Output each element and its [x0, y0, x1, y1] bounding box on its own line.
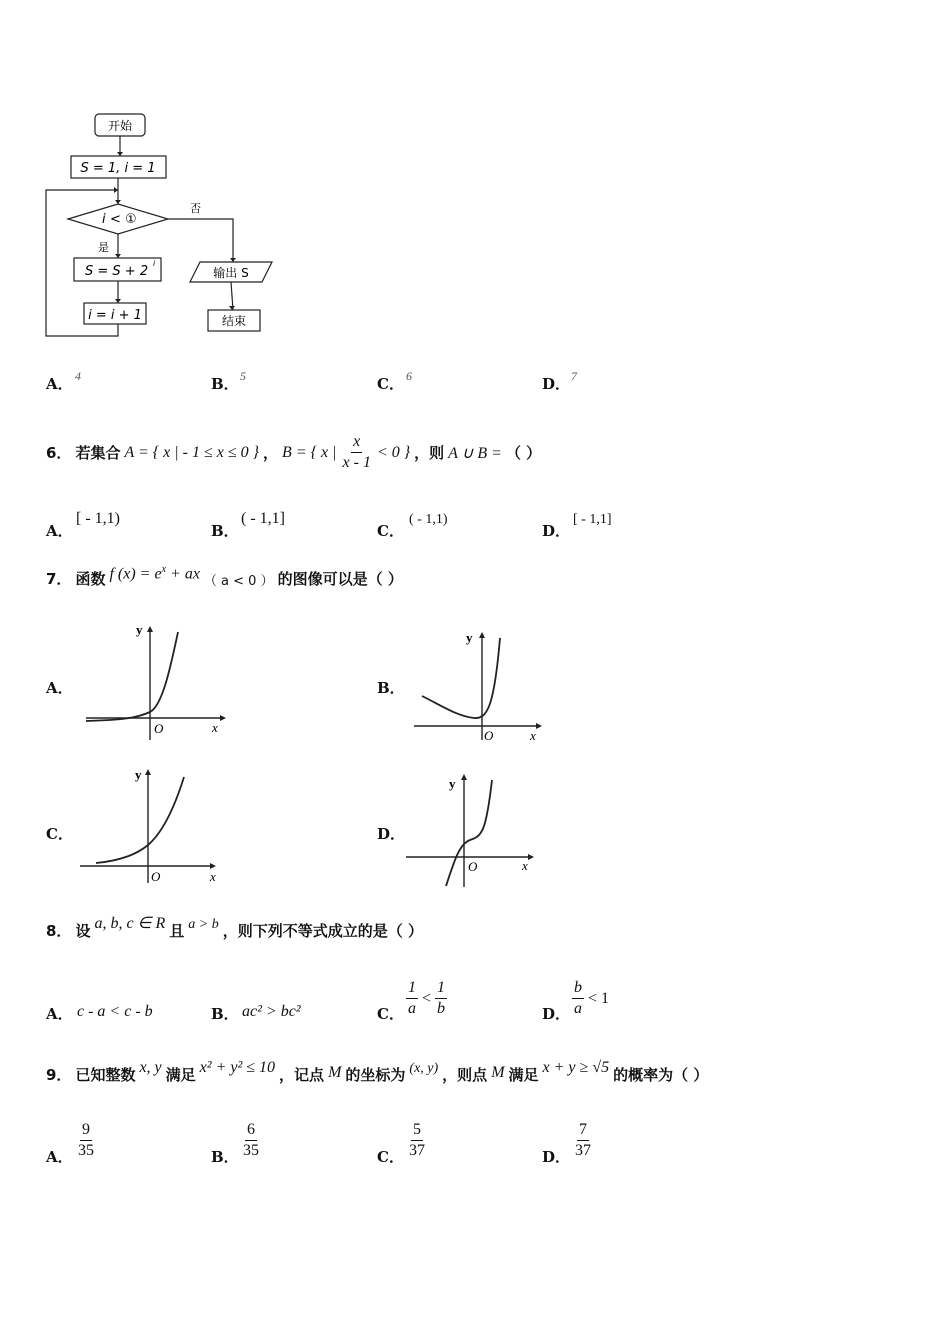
q5-option-d-value: 7	[571, 369, 577, 383]
q8-option-a-label: A．	[46, 1005, 73, 1023]
q7-d-y-label: y	[449, 776, 456, 791]
q8-suffix: ，则下列不等式成立的是（ ）	[222, 922, 423, 940]
q9-option-b-value	[241, 1120, 261, 1161]
q8-option-b-value: ac² > bc²	[242, 1003, 301, 1020]
q8-c-num-2: 1	[435, 978, 447, 999]
q9-d-den: 37	[575, 1142, 591, 1159]
q6-option-a-label: A．	[46, 522, 73, 540]
q9-stem	[46, 1059, 709, 1085]
q6-option-c-label: C．	[377, 522, 404, 540]
q9-p6: 满足	[508, 1066, 539, 1084]
q7-d-origin: O	[468, 859, 478, 874]
q7-option-d-label: D．	[377, 825, 406, 843]
q5-option-b-value: 5	[240, 369, 246, 383]
q9-coord: (x, y)	[409, 1061, 439, 1076]
flowchart-end-text: 结束	[221, 314, 247, 328]
q6-stem	[46, 432, 541, 473]
q5-option-c-label: C．	[377, 375, 404, 393]
q7-c-x-label: x	[210, 869, 216, 884]
q8-option-d-value	[572, 978, 609, 1019]
q5-option-b-label: B．	[211, 375, 239, 393]
q9-xy: x, y	[139, 1059, 162, 1076]
q9-option-d-value	[573, 1120, 593, 1161]
q7-prefix: 函数	[75, 570, 106, 588]
flowchart-update-s-sup: i	[153, 259, 156, 268]
q9-ineq: x² + y² ≤ 10	[199, 1059, 276, 1076]
q7-func-tail: + ax	[170, 565, 200, 582]
q7-graph-b	[412, 628, 547, 746]
q9-p1: 已知整数	[75, 1066, 136, 1084]
q5-option-a-value: 4	[75, 369, 81, 383]
q8-option-c-value	[406, 978, 447, 1019]
q9-option-a-label: A．	[46, 1148, 73, 1166]
flowchart-cond-var: i	[102, 212, 106, 227]
flowchart-init-text: S = 1, i = 1	[80, 161, 156, 176]
q6-number: 6．	[46, 444, 72, 462]
q8-and: 且	[169, 922, 185, 940]
q6-option-a-value: [ - 1,1)	[76, 510, 120, 527]
q9-b-den: 35	[243, 1142, 259, 1159]
q7-cond: （ a < 0 ）	[203, 574, 274, 589]
q6-comma: ，	[263, 444, 279, 462]
q6-set-b-right: < 0 }	[376, 443, 411, 461]
q5-option-d-label: D．	[542, 375, 571, 393]
q9-option-c-label: C．	[377, 1148, 404, 1166]
q9-p2: 满足	[165, 1066, 196, 1084]
q7-b-x-label: x	[530, 728, 536, 743]
flowchart-update-i-text: i = i + 1	[88, 308, 142, 323]
q9-number: 9．	[46, 1066, 72, 1084]
q6-set-b-fraction	[341, 432, 373, 473]
flowchart-output-text: 输出 S	[213, 266, 249, 280]
q9-p5: ，则点	[442, 1066, 488, 1084]
q8-number: 8．	[46, 922, 72, 940]
q9-p4: 的坐标为	[345, 1066, 406, 1084]
q7-stem	[46, 563, 403, 589]
q8-option-d-label: D．	[542, 1005, 571, 1023]
q8-c-den-1: a	[408, 1000, 416, 1017]
q8-stem	[46, 915, 423, 941]
q7-number: 7．	[46, 570, 72, 588]
q7-func-base: f (x) = e	[109, 565, 162, 582]
q8-c-frac-1	[406, 978, 418, 1019]
q7-d-x-label: x	[522, 858, 528, 873]
q8-vars: a, b, c ∈ R	[94, 915, 166, 932]
q9-option-c-value	[407, 1120, 427, 1161]
q6-expr: A ∪ B =	[448, 444, 502, 462]
q7-a-origin: O	[154, 721, 164, 736]
q8-option-b-label: B．	[211, 1005, 239, 1023]
q6-option-c-value: ( - 1,1)	[409, 512, 448, 527]
q7-option-a-label: A．	[46, 679, 73, 697]
q9-a-num: 9	[80, 1120, 92, 1141]
q7-func-sup: x	[161, 563, 167, 575]
q6-option-d-label: D．	[542, 522, 571, 540]
q9-p3: ，记点	[279, 1066, 325, 1084]
q7-b-origin: O	[484, 728, 494, 743]
q8-d-rel: < 1	[588, 989, 610, 1007]
flowchart-cond-text: < ①	[110, 212, 137, 227]
q9-m-1: M	[328, 1064, 342, 1081]
q9-m-2: M	[491, 1064, 505, 1081]
q8-c-num-1: 1	[406, 978, 418, 999]
q9-d-num: 7	[577, 1120, 589, 1141]
q6-set-a: A = { x | - 1 ≤ x ≤ 0 }	[124, 443, 260, 461]
q7-c-y-label: y	[135, 767, 142, 782]
q8-d-den: a	[574, 1000, 582, 1017]
q6-set-b-left: B = { x |	[282, 443, 337, 461]
q9-option-a-value	[76, 1120, 96, 1161]
q8-d-num: b	[572, 978, 584, 999]
q6-then: ，则	[414, 444, 445, 462]
q6-set-b-den: x - 1	[342, 454, 371, 471]
q7-a-curve	[86, 632, 178, 721]
q8-option-c-label: C．	[377, 1005, 404, 1023]
q7-suffix: 的图像可以是（ ）	[277, 570, 403, 588]
q6-option-b-value: ( - 1,1]	[241, 510, 285, 527]
q7-b-y-label: y	[466, 630, 473, 645]
q8-c-rel: <	[422, 989, 432, 1007]
q7-graph-d	[404, 772, 540, 890]
q7-c-curve	[96, 777, 184, 863]
q9-c-den: 37	[409, 1142, 425, 1159]
q7-c-origin: O	[151, 869, 161, 884]
q7-option-c-label: C．	[46, 825, 73, 843]
q7-graph-c	[78, 765, 228, 887]
q6-paren: （ ）	[505, 444, 542, 462]
q9-option-d-label: D．	[542, 1148, 571, 1166]
flowchart-update-s-text: S = S + 2	[85, 264, 149, 279]
q5-option-a-label: A．	[46, 375, 73, 393]
flowchart-start-text: 开始	[107, 119, 133, 133]
q7-graph-a	[82, 620, 232, 745]
q9-b-num: 6	[245, 1120, 257, 1141]
q5-option-c-value: 6	[406, 369, 412, 383]
q9-cond: x + y ≥ √5	[542, 1059, 610, 1076]
q6-option-b-label: B．	[211, 522, 239, 540]
flowchart-no-label: 否	[190, 202, 201, 215]
q8-option-a-value: c - a < c - b	[77, 1003, 153, 1020]
q7-option-b-label: B．	[377, 679, 405, 697]
q7-a-y-label: y	[136, 622, 143, 637]
q9-c-num: 5	[411, 1120, 423, 1141]
q8-d-frac	[572, 978, 584, 1019]
q7-a-x-label: x	[212, 720, 218, 735]
q6-option-d-value: [ - 1,1]	[573, 512, 612, 527]
q8-cond: a > b	[188, 917, 219, 932]
q9-p7: 的概率为（ ）	[613, 1066, 709, 1084]
flowchart-yes-label: 是	[98, 241, 109, 254]
q9-option-b-label: B．	[211, 1148, 239, 1166]
q8-c-den-2: b	[437, 1000, 446, 1017]
q8-c-frac-2	[435, 978, 447, 1019]
q6-set-b-num: x	[351, 432, 362, 453]
q6-prefix: 若集合	[75, 444, 121, 462]
q7-func	[109, 564, 199, 583]
q7-b-curve	[422, 638, 500, 718]
q9-a-den: 35	[78, 1142, 94, 1159]
q8-prefix: 设	[75, 922, 91, 940]
flowchart	[40, 108, 290, 340]
